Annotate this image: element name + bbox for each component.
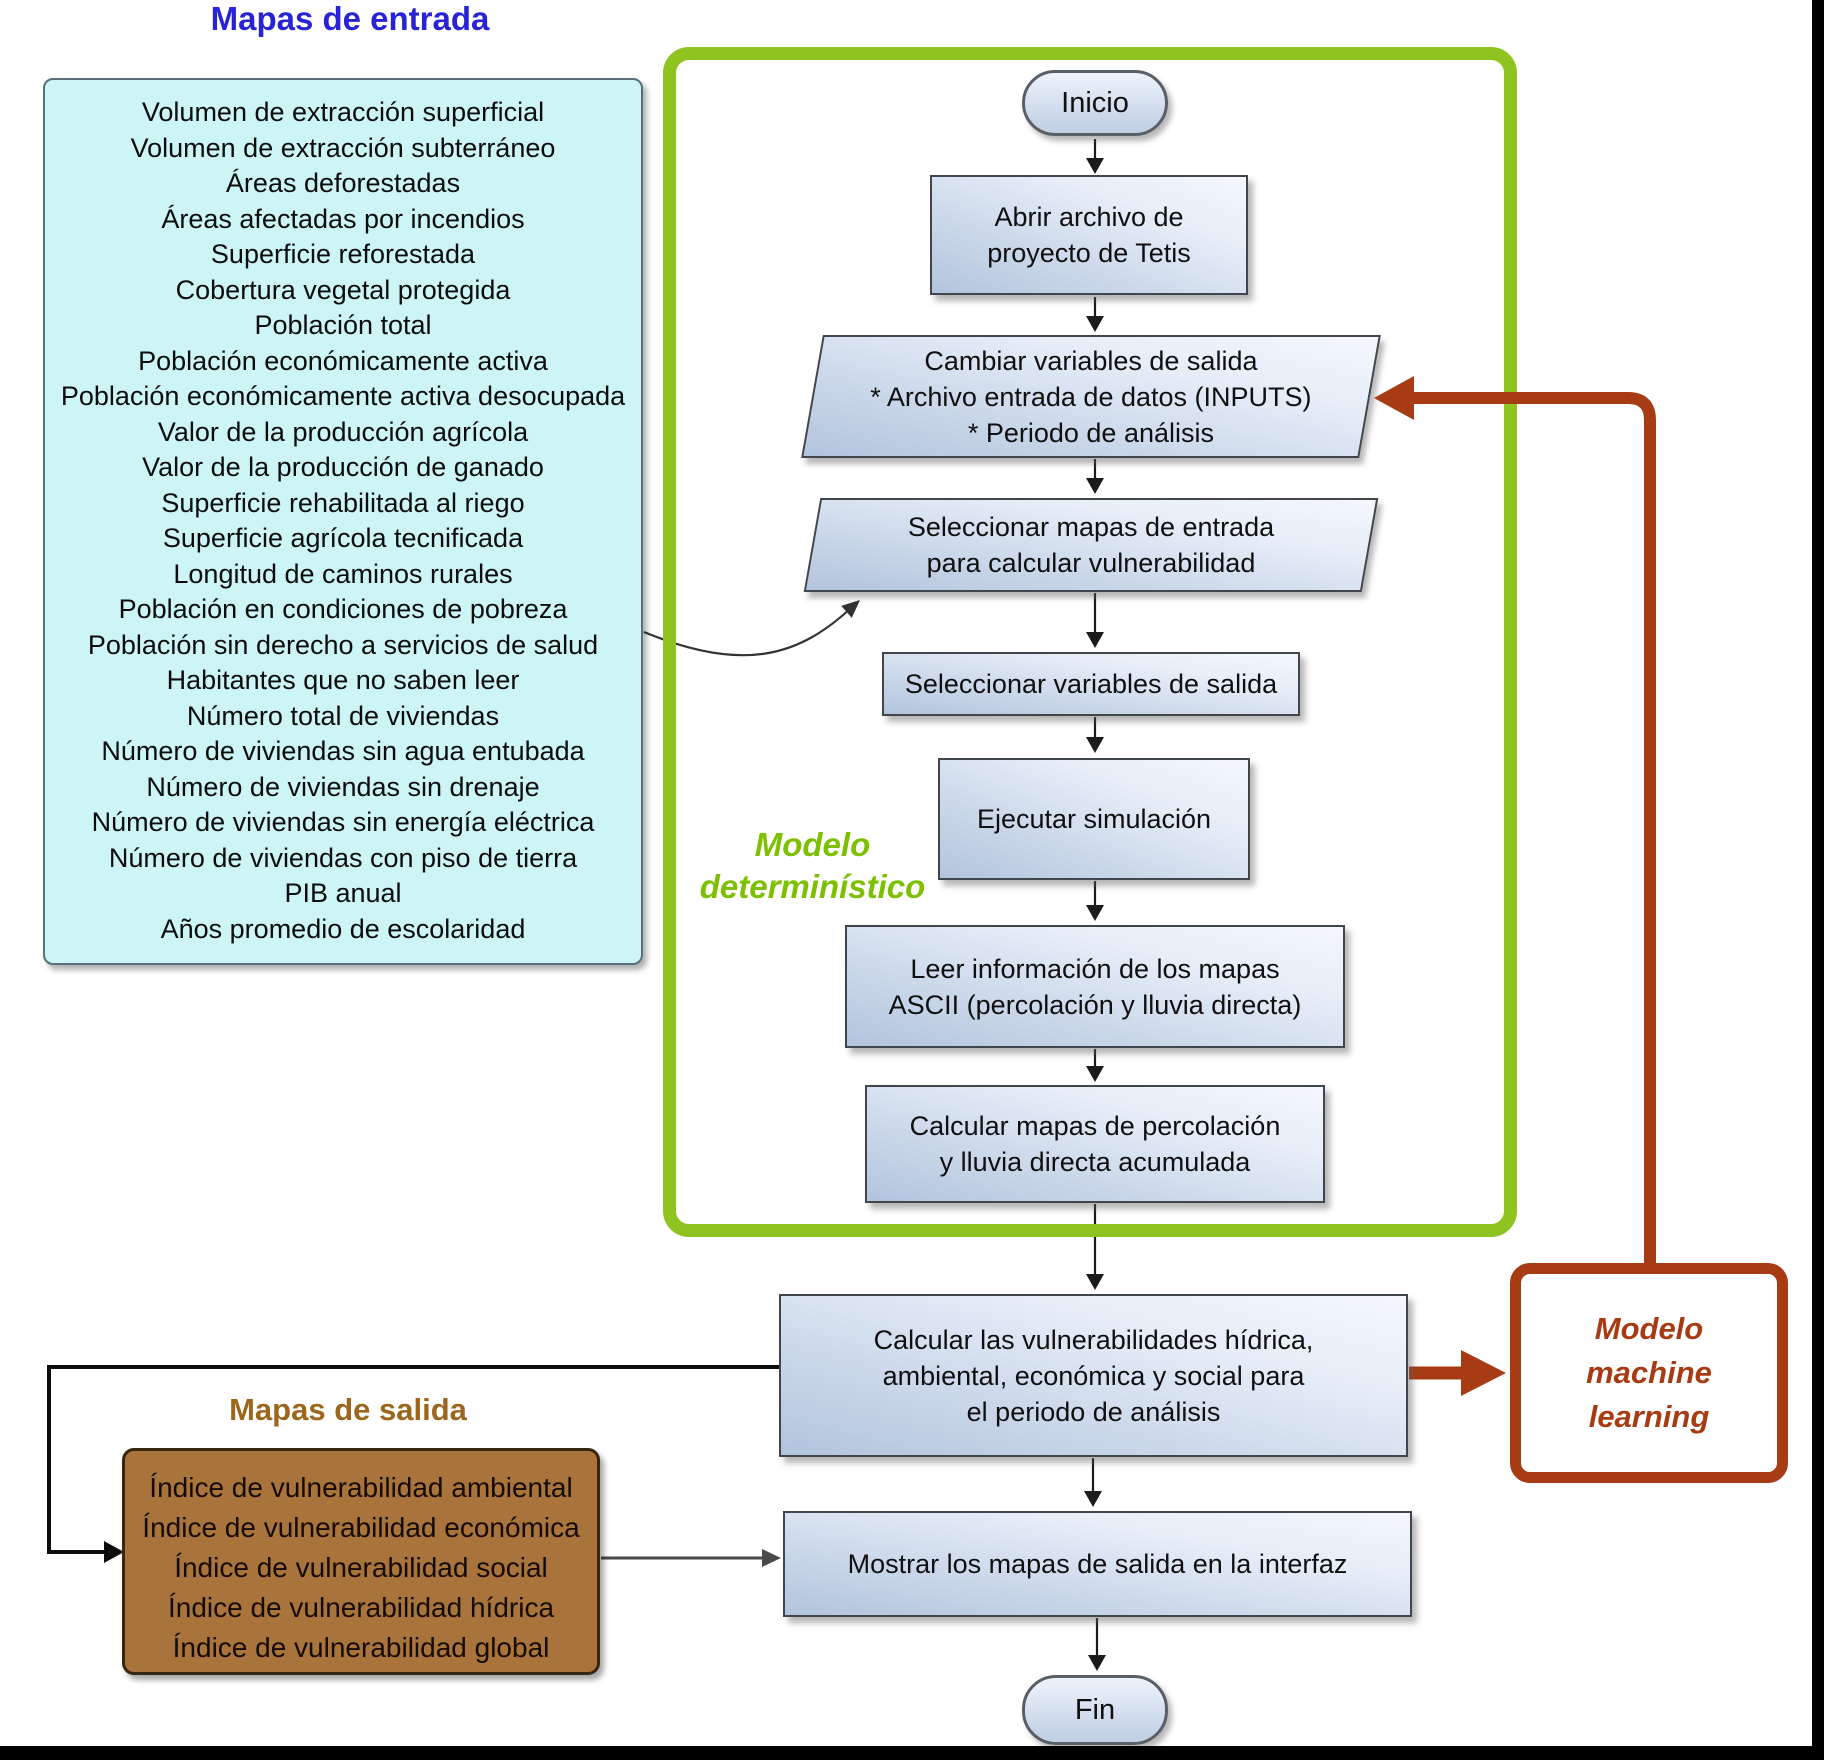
output-maps-title: Mapas de salida: [229, 1392, 467, 1427]
node-start-label: Inicio: [1061, 87, 1129, 119]
bottom-edge-bar: [0, 1746, 1824, 1760]
node-run-simulation-label: Ejecutar simulación: [976, 804, 1212, 834]
node-select-output-variables-label: Seleccionar variables de salida: [904, 669, 1278, 699]
node-select-input-maps: [804, 498, 1379, 592]
node-run-simulation: [938, 758, 1250, 880]
arrow-show-to-end: [1088, 1618, 1106, 1671]
deterministic-model-label: Modelo determinístico: [699, 826, 926, 905]
node-open-project: [930, 175, 1248, 295]
arrow-vulnerabilities-to-show: [1084, 1458, 1102, 1507]
node-compute-vulnerabilities: [779, 1294, 1408, 1457]
node-start: [1022, 70, 1168, 136]
output-maps-list: Índice de vulnerabilidad ambiental Índice de vulnerabilidad económica Índice de vulnerabilidad social Índice de vulnerabilidad hídrica Índice de vulnerabilidad global: [142, 1472, 580, 1663]
node-compute-vulnerabilities-label: Calcular las vulnerabilidades hídrica, ambiental, económica y social para el periodo de análisis: [873, 1324, 1314, 1427]
node-show-output-maps-label: Mostrar los mapas de salida en la interfaz: [847, 1549, 1348, 1579]
node-select-input-maps-label: Seleccionar mapas de entrada para calcular vulnerabilidad: [907, 512, 1275, 578]
node-compute-percolation-maps-label: Calcular mapas de percolación y lluvia directa acumulada: [909, 1111, 1281, 1177]
node-show-output-maps: [783, 1511, 1412, 1617]
node-read-ascii-maps: [845, 925, 1345, 1048]
input-maps-title: Mapas de entrada: [210, 0, 490, 37]
machine-learning-model-box: [1510, 1263, 1788, 1483]
node-select-output-variables: [882, 652, 1300, 716]
node-end-label: Fin: [1074, 1694, 1116, 1726]
machine-learning-model-label: Modelo machine learning: [1586, 1311, 1712, 1434]
input-maps-list: Volumen de extracción superficial Volumen de extracción subterráneo Áreas deforestadas Áreas afectadas por incendios Superficie reforestada Cobertura vegetal protegida Población total Población económicamente activa Población económicamente activa desocupada Valor de la producción agrícola Valor de la producción de ganado Superficie rehabilitada al riego Superficie agrícola tecnificada Longitud de caminos rurales Población en condiciones de pobreza Población sin derecho a servicios de salud Habitantes que no saben leer Número total de viviendas Número de viviendas sin agua entubada Número de viviendas sin drenaje Número de viviendas sin energía eléctrica Número de viviendas con piso de tierra PIB anual Años promedio de escolaridad: [60, 97, 626, 944]
node-end: [1022, 1675, 1168, 1745]
node-change-output-variables-label: Cambiar variables de salida * Archivo entrada de datos (INPUTS) * Periodo de análisis: [870, 345, 1312, 448]
node-read-ascii-maps-label: Leer información de los mapas ASCII (percolación y lluvia directa): [888, 953, 1302, 1020]
arrow-outputmaps-to-show: [601, 1549, 781, 1567]
node-compute-percolation-maps: [865, 1085, 1325, 1203]
output-maps-panel: [122, 1448, 600, 1675]
node-change-output-variables: [801, 335, 1381, 458]
arrow-vulnerabilities-to-ml: [1409, 1350, 1506, 1396]
right-edge-bar: [1812, 0, 1824, 1760]
node-open-project-label: Abrir archivo de proyecto de Tetis: [987, 202, 1191, 268]
input-maps-panel: [43, 78, 643, 965]
